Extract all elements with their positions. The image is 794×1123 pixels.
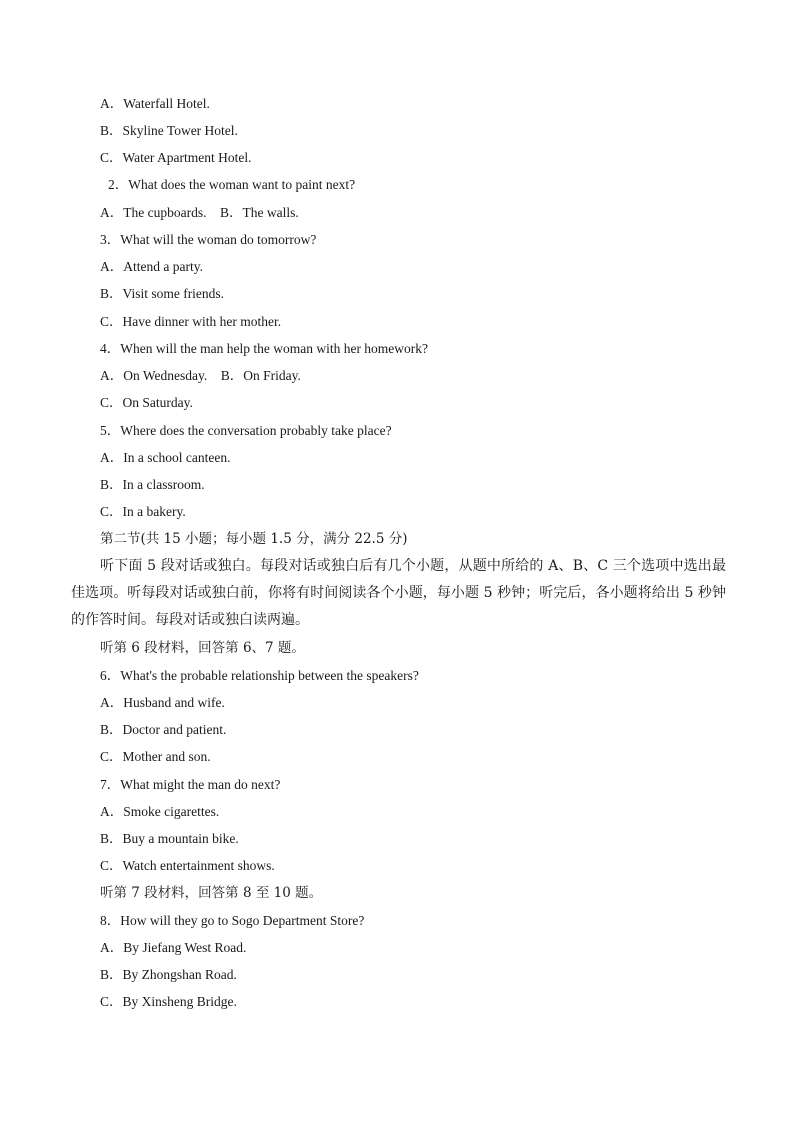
option-7a: A．Smoke cigarettes. [100, 804, 220, 819]
option-5b: B．In a classroom. [100, 477, 205, 492]
option-1b: B．Skyline Tower Hotel. [100, 123, 238, 138]
question-5: 5．Where does the conversation probably take place? [100, 423, 392, 438]
option-6a: A．Husband and wife. [100, 695, 225, 710]
option-6c: C．Mother and son. [100, 749, 211, 764]
option-1c: C．Water Apartment Hotel. [100, 150, 252, 165]
section-instructions: 听下面 5 段对话或独白。每段对话或独白后有几个小题，从题中所给的 A、B、C 三个选项中选出最佳选项。听每段对话或独白前，你将有时间阅读各个小题，每小题 5 秒钟；听完后，各小题将给出 5 秒钟的作答时间。每段对话或独白读两遍。 [71, 558, 726, 628]
option-5c: C．In a bakery. [100, 504, 186, 519]
option-7b: B．Buy a mountain bike. [100, 831, 239, 846]
option-3c: C．Have dinner with her mother. [100, 314, 282, 329]
option-4c: C．On Saturday. [100, 395, 193, 410]
options-4ab: A．On Wednesday. B．On Friday. [100, 368, 301, 383]
option-3a: A．Attend a party. [100, 259, 203, 274]
option-5a: A．In a school canteen. [100, 450, 231, 465]
material-7-heading: 听第 7 段材料，回答第 8 至 10 题。 [100, 885, 323, 901]
question-6: 6．What's the probable relationship between the speakers? [100, 668, 419, 683]
option-8a: A．By Jiefang West Road. [100, 940, 247, 955]
option-7c: C．Watch entertainment shows. [100, 858, 275, 873]
question-7: 7．What might the man do next? [100, 777, 281, 792]
section-heading: 第二节(共 15 小题；每小题 1.5 分，满分 22.5 分) [100, 531, 408, 547]
question-4: 4．When will the man help the woman with her homework? [100, 341, 429, 356]
option-1a: A．Waterfall Hotel. [100, 96, 210, 111]
option-8c: C．By Xinsheng Bridge. [100, 994, 237, 1009]
question-3: 3．What will the woman do tomorrow? [100, 232, 317, 247]
option-6b: B．Doctor and patient. [100, 722, 227, 737]
option-8b: B．By Zhongshan Road. [100, 967, 237, 982]
material-6-heading: 听第 6 段材料，回答第 6、7 题。 [100, 640, 305, 656]
option-3b: B．Visit some friends. [100, 286, 225, 301]
question-8: 8．How will they go to Sogo Department Store? [100, 913, 365, 928]
options-2ab: A．The cupboards. B．The walls. [100, 205, 299, 220]
question-2: 2．What does the woman want to paint next? [108, 177, 356, 192]
